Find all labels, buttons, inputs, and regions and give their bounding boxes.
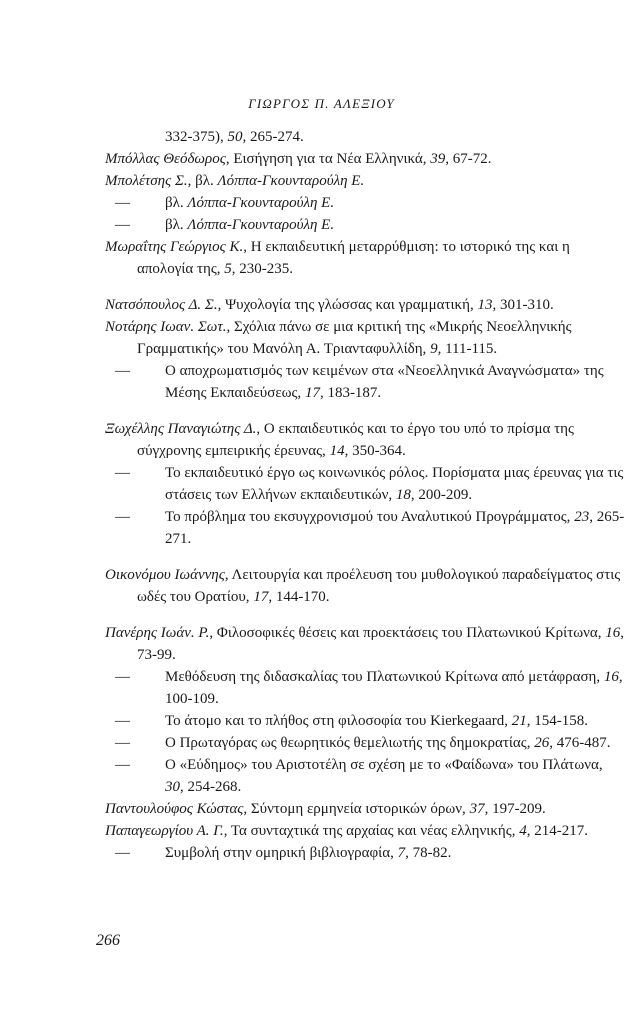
entry-title: Ο «Εύδημος» του Αριστοτέλη σε σχέση με το «Φαίδωνα» του Πλάτωνα, [165, 757, 603, 773]
bibliography-list [105, 126, 625, 864]
bibliography-entry [105, 798, 625, 820]
running-header: ΓΙΩΡΓΟΣ Π. ΑΛΕΞΙΟΥ [248, 96, 395, 111]
sub-entry-dash: — [115, 845, 130, 861]
entry-title: Συμβολή στην ομηρική βιβλιογραφία, [165, 845, 398, 861]
author-name: Παντουλούφος Κώστας [105, 801, 244, 817]
page-range: , 183-187. [319, 385, 382, 401]
page-range: , 230-235. [231, 261, 294, 277]
entry-title: βλ. [165, 195, 188, 211]
author-name: Μπόλλας Θεόδωρος [105, 151, 226, 167]
page-range: , 73-99. [137, 625, 624, 663]
author-name: Νατσόπουλος Δ. Σ. [105, 297, 218, 313]
page-range: , 301-310. [492, 297, 554, 313]
bibliography-entry [105, 622, 625, 666]
author-name: Νοτάρης Ιωαν. Σωτ. [105, 319, 227, 335]
sub-entry [105, 732, 625, 754]
page-range: , 265-274. [242, 129, 304, 145]
author-name: Πανέρης Ιωάν. Ρ. [105, 625, 210, 641]
page-range: , 78-82. [405, 845, 452, 861]
page-range: , 154-158. [526, 713, 588, 729]
volume-number: 50 [227, 129, 243, 145]
volume-number: 16 [605, 625, 621, 641]
author-name: Ξωχέλλης Παναγιώτης Δ. [105, 421, 257, 437]
group-spacer [105, 550, 625, 564]
volume-number: 30 [165, 779, 180, 795]
sub-entry [105, 214, 625, 236]
sub-entry [105, 360, 625, 404]
entry-title: Ο Πρωταγόρας ως θεωρητικός θεμελιωτής της δημοκρατίας, [165, 735, 535, 751]
entry-title: Το εκπαιδευτικό έργο ως κοινωνικός ρόλος. Πορίσματα μιας έρευνας για τις στάσεις των Ελλήνων εκπαιδευτικών, [165, 465, 624, 503]
entry-title: βλ. [165, 217, 188, 233]
sub-entry-dash: — [115, 363, 130, 379]
entry-title: Το πρόβλημα του εκσυγχρονισμού του Αναλυτικού Προγράμματος, [165, 509, 575, 525]
entry-title: , Ο εκπαιδευτικός και το έργο του υπό το πρίσμα της σύγχρονης εμπειρικής έρευνας, [137, 421, 574, 459]
page-range: , 254-268. [180, 779, 242, 795]
volume-number: 14 [329, 443, 345, 459]
sub-entry-dash: — [115, 509, 130, 525]
entry-title: , Σύντομη ερμηνεία ιστορικών όρων, [243, 801, 470, 817]
page-range: , 111-115. [437, 341, 498, 357]
entry-title: , Φιλοσοφικές θέσεις και προεκτάσεις του Πλατωνικού Κρίτωνα, [209, 625, 606, 641]
bibliography-entry [105, 170, 625, 192]
volume-number: 39 [430, 151, 446, 167]
sub-entry-dash: — [115, 195, 130, 211]
bibliography-entry [105, 236, 625, 280]
volume-number: 9 [430, 341, 438, 357]
volume-number: 13 [477, 297, 493, 313]
page-number: 266 [96, 932, 120, 949]
sub-entry-dash: — [115, 757, 130, 773]
sub-entry-dash: — [115, 669, 130, 685]
sub-entry-dash: — [115, 735, 130, 751]
sub-entry [105, 666, 625, 710]
bibliography-entry [105, 148, 625, 170]
page-range: , 67-72. [445, 151, 492, 167]
volume-number: 37 [469, 801, 485, 817]
page-range: , 197-209. [484, 801, 546, 817]
sub-entry [105, 842, 625, 864]
page-range: , 200-209. [410, 487, 473, 503]
author-name: Μωραΐτης Γεώργιος Κ. [105, 239, 244, 255]
author-name: Οικονόμου Ιωάννης [105, 567, 225, 583]
volume-number: 16 [603, 669, 619, 685]
page-range: , 144-170. [268, 589, 330, 605]
sub-entry [105, 506, 625, 550]
sub-entry-dash: — [115, 465, 130, 481]
bibliography-entry [105, 316, 625, 360]
volume-number: 26 [534, 735, 550, 751]
cross-reference: Λόππα-Γκουνταρούλη Ε. [187, 217, 335, 233]
page-range: , 476-487. [549, 735, 611, 751]
bibliography-entry [105, 564, 625, 608]
entry-title: Μεθόδευση της διδασκαλίας του Πλατωνικού Κρίτωνα από μετάφραση, [165, 669, 604, 685]
sub-entry-dash: — [115, 713, 130, 729]
bibliography-entry [105, 820, 625, 842]
cross-reference: Λόππα-Γκουνταρούλη Ε. [187, 195, 335, 211]
volume-number: 7 [397, 845, 406, 861]
author-name: Παπαγεωργίου Α. Γ. [105, 823, 224, 839]
sub-entry [105, 754, 625, 798]
entry-title: , Η εκπαιδευτική μεταρρύθμιση: το ιστορικό της και η απολογία της, [137, 239, 570, 277]
group-spacer [105, 404, 625, 418]
entry-text: 332-375), [165, 129, 228, 145]
page-range: , 350-364. [344, 443, 406, 459]
entry-title: , Ψυχολογία της γλώσσας και γραμματική, [217, 297, 478, 313]
bibliography-entry [105, 294, 625, 316]
author-name: Μπολέτσης Σ. [105, 173, 188, 189]
group-spacer [105, 608, 625, 622]
page-range: , 100-109. [165, 669, 623, 707]
entry-title: , Τα συνταχτικά της αρχαίας και νέας ελληνικής, [223, 823, 520, 839]
page-range: , 265-271. [165, 509, 625, 547]
entry-title: Ο αποχρωματισμός των κειμένων στα «Νεοελληνικά Αναγνώσματα» της Μέσης Εκπαιδεύσεως, [165, 363, 604, 401]
volume-number: 18 [395, 487, 411, 503]
volume-number: 17 [253, 589, 269, 605]
entry-continuation [105, 126, 625, 148]
volume-number: 21 [511, 713, 527, 729]
entry-title: Το άτομο και το πλήθος στη φιλοσοφία του Kierkegaard, [165, 713, 512, 729]
sub-entry [105, 192, 625, 214]
page-range: , 214-217. [526, 823, 588, 839]
volume-number: 5 [224, 261, 232, 277]
volume-number: 4 [519, 823, 527, 839]
entry-title: , Εισήγηση για τα Νέα Ελληνικά, [225, 151, 431, 167]
group-spacer [105, 280, 625, 294]
volume-number: 17 [304, 385, 320, 401]
entry-title: , βλ. [187, 173, 218, 189]
sub-entry [105, 710, 625, 732]
volume-number: 23 [574, 509, 590, 525]
entry-title: , Σχόλια πάνω σε μια κριτική της «Μικρής Νεοελληνικής Γραμματικής» του Μανόλη Α. Τριανταφυλλίδη, [137, 319, 572, 357]
bibliography-entry [105, 418, 625, 462]
sub-entry [105, 462, 625, 506]
cross-reference: Λόππα-Γκουνταρούλη Ε. [217, 173, 365, 189]
sub-entry-dash: — [115, 217, 130, 233]
entry-title: , Λειτουργία και προέλευση του μυθολογικού παραδείγματος στις ωδές του Ορατίου, [137, 567, 621, 605]
